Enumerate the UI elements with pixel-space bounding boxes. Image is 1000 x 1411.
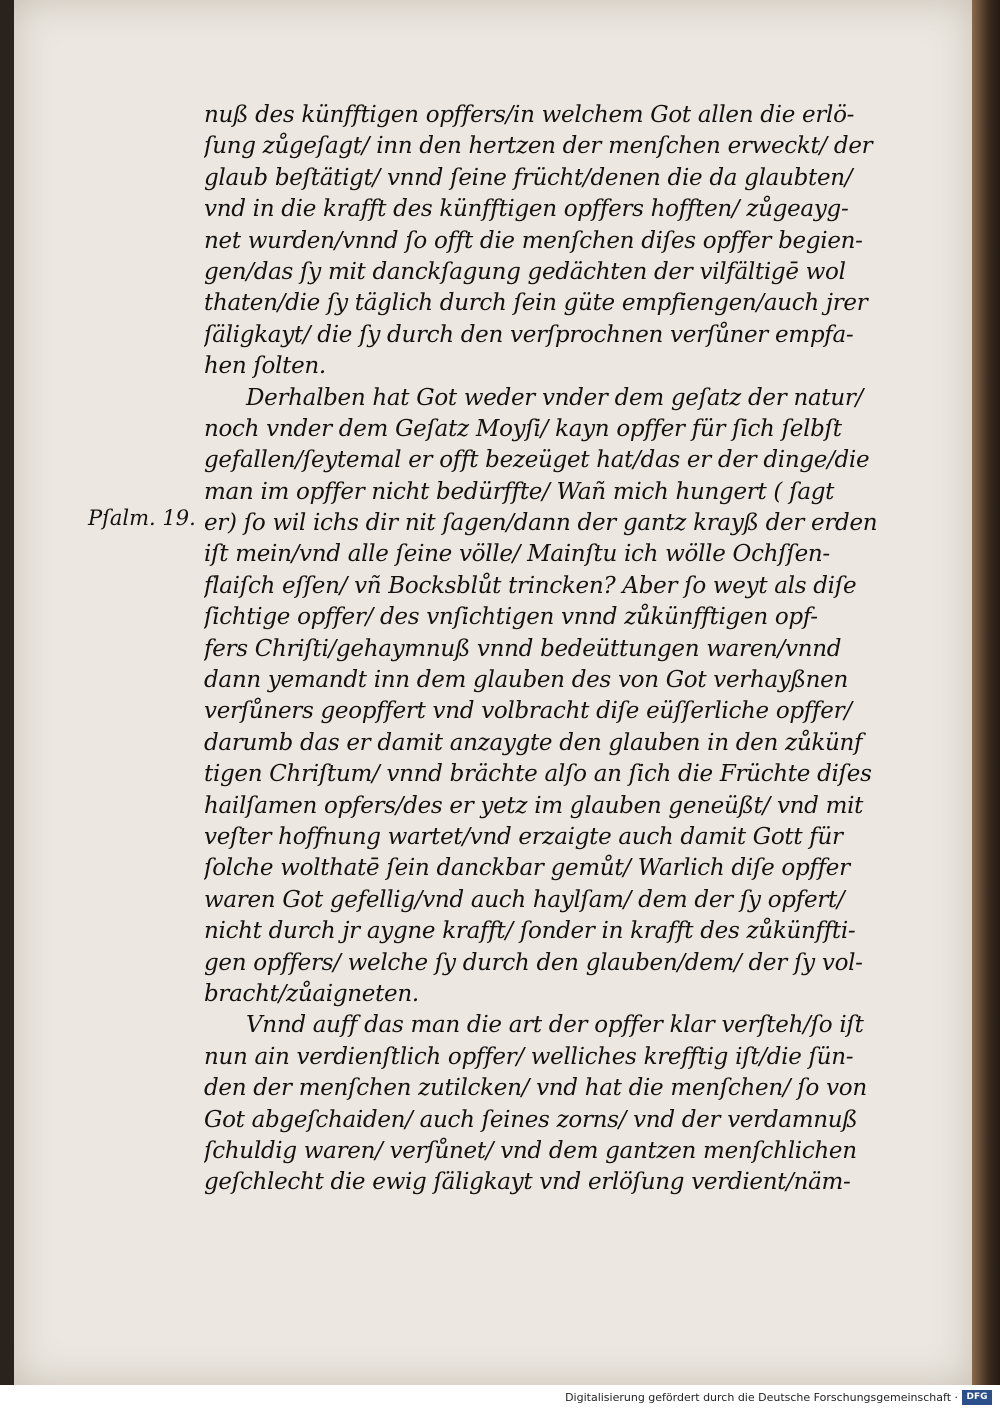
book-page: [14, 0, 972, 1385]
text-line: vnd in die krafft des künfftigen opffers hofften/ zůgeayg-: [204, 196, 849, 223]
text-line: man im opffer nicht bedürffte/ Wañ mich hungert ( ſagt: [204, 478, 835, 505]
text-line: fers Chriſti/gehaymnuß vnnd bedeüttungen waren/vnnd: [204, 635, 842, 662]
dfg-logo: DFG: [962, 1390, 992, 1405]
text-line: Got abgeſchaiden/ auch ſeines zorns/ vnd der verdamnuß: [204, 1106, 858, 1133]
text-line: ſäligkayt/ die ſy durch den verſprochnen verſůner empfa-: [204, 321, 854, 348]
text-line: flaiſch eſſen/ vñ Bocksblůt trincken? Aber ſo weyt als diſe: [204, 572, 857, 599]
text-line: waren Got gefellig/vnd auch haylſam/ dem der ſy opfert/: [204, 886, 845, 913]
footer-credit: Digitalisierung gefördert durch die Deutsche Forschungsgemeinschaft ·: [565, 1391, 958, 1404]
text-line: ſung zůgeſagt/ inn den hertzen der menſchen erweckt/ der: [204, 133, 873, 160]
text-line: veſter hoffnung wartet/vnd erzaigte auch damit Gott für: [204, 823, 843, 850]
text-line: Derhalben hat Got weder vnder dem geſatz der natur/: [246, 384, 863, 411]
text-line: gen opffers/ welche ſy durch den glauben/dem/ der ſy vol-: [204, 949, 863, 976]
text-line: gen/das ſy mit danckſagung gedächten der vilfältigē wol: [204, 258, 846, 285]
text-line: Vnnd auff das man die art der opffer klar verſteh/ſo iſt: [246, 1012, 864, 1039]
text-line: tigen Chriſtum/ vnnd brächte alſo an ſich die Früchte diſes: [204, 761, 872, 788]
text-line: ſchuldig waren/ verſůnet/ vnd dem gantzen menſchlichen: [204, 1137, 857, 1164]
footer-bar: [0, 1385, 1000, 1411]
text-line: thaten/die ſy täglich durch ſein güte empfiengen/auch jrer: [204, 290, 868, 317]
page-edge: [972, 0, 1000, 1385]
text-block: [204, 100, 904, 1199]
text-line: glaub beſtätigt/ vnnd ſeine frücht/denen die da glaubten/: [204, 164, 853, 191]
text-line: bracht/zůaigneten.: [204, 980, 419, 1007]
text-line: nuß des künfftigen opffers/in welchem Got allen die erlö-: [204, 102, 855, 128]
text-line: geſchlecht die ewig ſäligkayt vnd erlöſung verdient/näm-: [204, 1169, 851, 1196]
text-line: den der menſchen zutilcken/ vnd hat die menſchen/ ſo von: [204, 1075, 867, 1102]
text-line: darumb das er damit anzaygte den glauben in den zůkünf: [204, 729, 863, 756]
text-line: gefallen/ſeytemal er offt bezeüget hat/das er der dinge/die: [204, 447, 870, 474]
text-line: iſt mein/vnd alle ſeine völle/ Mainſtu ich wölle Ochſſen-: [204, 541, 830, 568]
text-line: ſichtige opffer/ des vnſichtigen vnnd zůkünfftigen opf-: [204, 604, 818, 631]
text-line: noch vnder dem Geſatz Moyſi/ kayn opffer für ſich ſelbſt: [204, 415, 842, 442]
text-line: er) ſo wil ichs dir nit ſagen/dann der gantz krayß der erden: [204, 510, 878, 537]
marginal-note: Pſalm. 19.: [88, 506, 196, 530]
text-line: hen ſolten.: [204, 353, 326, 380]
text-line: ſolche wolthatē ſein danckbar gemůt/ Warlich diſe opffer: [204, 855, 850, 882]
text-line: hailſamen opfers/des er yetz im glauben geneüßt/ vnd mit: [204, 792, 864, 819]
text-line: nun ain verdienſtlich opffer/ welliches krefftig iſt/die ſün-: [204, 1043, 854, 1070]
text-line: verſůners geopffert vnd volbracht diſe eüſſerliche opffer/: [204, 698, 852, 725]
text-line: net wurden/vnnd ſo offt die menſchen diſes opffer begien-: [204, 227, 863, 254]
text-line: nicht durch jr aygne krafft/ ſonder in krafft des zůkünffti-: [204, 918, 856, 945]
text-line: dann yemandt inn dem glauben des von Got verhayßnen: [204, 667, 849, 694]
